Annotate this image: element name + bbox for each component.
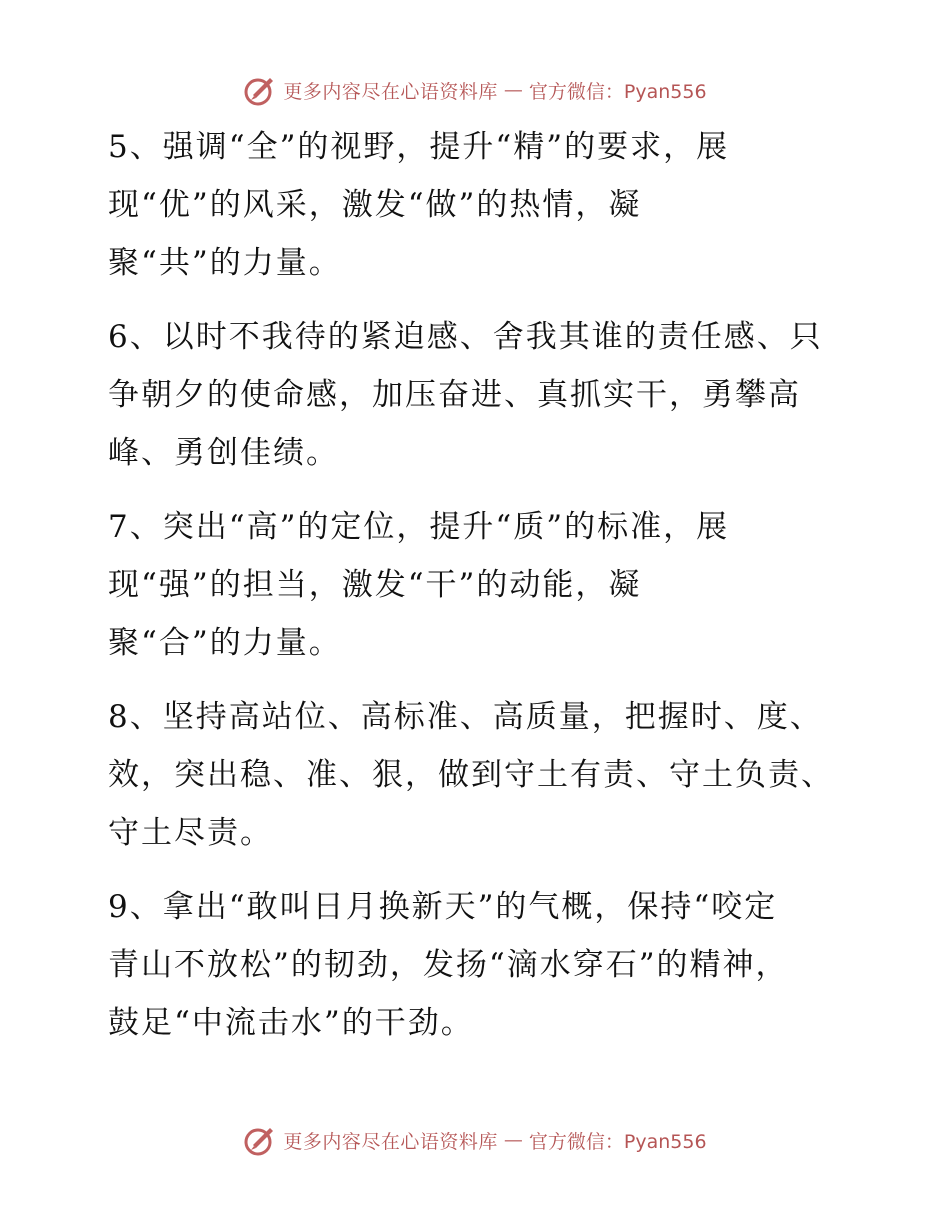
header-watermark (0, 70, 950, 110)
paragraph-line: 8、坚持高站位、高标准、高质量，把握时、度、 (108, 699, 823, 735)
watermark-dash: — (503, 79, 523, 101)
paragraph-6 (98, 308, 858, 482)
paragraph-line: 守土尽责。 (108, 815, 273, 851)
paragraph-line: 青山不放松”的韧劲，发扬“滴水穿石”的精神， (108, 947, 789, 983)
paragraph-8 (98, 688, 858, 862)
paragraph-line: 聚“共”的力量。 (108, 245, 342, 281)
paragraph-line: 聚“合”的力量。 (108, 625, 342, 661)
paragraph-line: 9、拿出“敢叫日月换新天”的气概，保持“咬定 (108, 889, 778, 925)
quill-logo-icon (243, 73, 277, 107)
watermark-wechat: 官方微信：Pyan556 (528, 1130, 707, 1153)
paragraph-line: 现“强”的担当，激发“干”的动能，凝 (108, 567, 642, 603)
document-body (98, 118, 858, 1068)
paragraph-line: 5、强调“全”的视野，提升“精”的要求，展 (108, 129, 730, 165)
paragraph-line: 争朝夕的使命感，加压奋进、真抓实干，勇攀高 (108, 377, 801, 413)
watermark-text: 更多内容尽在心语资料库 (283, 1130, 498, 1153)
quill-logo-icon (243, 1123, 277, 1157)
paragraph-line: 鼓足“中流击水”的干劲。 (108, 1005, 474, 1041)
paragraph-line: 7、突出“高”的定位，提升“质”的标准，展 (108, 509, 730, 545)
watermark-dash: — (503, 1129, 523, 1151)
paragraph-line: 现“优”的风采，激发“做”的热情，凝 (108, 187, 642, 223)
paragraph-line: 6、以时不我待的紧迫感、舍我其谁的责任感、只 (108, 319, 823, 355)
paragraph-7 (98, 498, 858, 672)
footer-watermark (0, 1120, 950, 1160)
watermark-wechat: 官方微信：Pyan556 (528, 80, 707, 103)
paragraph-line: 峰、勇创佳绩。 (108, 435, 339, 471)
paragraph-line: 效，突出稳、准、狠，做到守土有责、守土负责、 (108, 757, 834, 793)
watermark-text: 更多内容尽在心语资料库 (283, 80, 498, 103)
paragraph-9 (98, 878, 858, 1052)
paragraph-5 (98, 118, 858, 292)
